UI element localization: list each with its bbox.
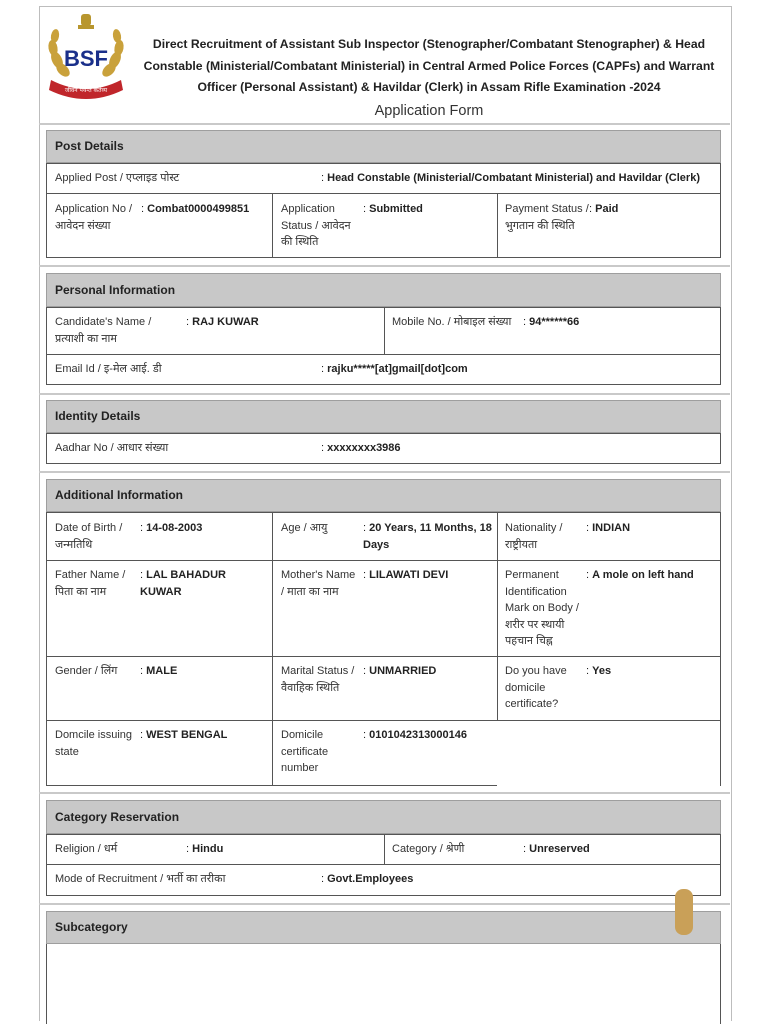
field-label: Gender / लिंग [55,665,118,677]
category-value: : Unreserved [523,841,713,858]
form-row [46,355,721,385]
form-cell [272,721,497,786]
form-cell [272,657,497,720]
section-heading: Identity Details [46,400,721,433]
divider [39,471,730,473]
form-cell [47,835,384,864]
email-value: : rajku*****[at]gmail[dot]com [321,361,716,378]
form-row [46,561,721,657]
field-label: Father Name / पिता का नाम [55,569,126,598]
form-subtitle: Application Form [374,103,484,119]
section-heading: Personal Information [46,273,721,307]
identification-mark-value: : A mole on left hand [586,567,720,584]
field-label: Do you have domicile certificate? [505,665,567,710]
field-label: Category / श्रेणी [392,843,465,855]
field-label: Application No / आवेदन संख्या [55,203,133,232]
section-heading: Post Details [46,130,721,163]
form-cell [272,194,497,257]
form-cell [47,513,272,560]
section-heading: Subcategory [46,911,721,944]
form-header [39,6,730,123]
field-label: Payment Status / भुगतान की स्थिति [505,203,589,232]
subcategory-body [46,944,721,1024]
section-heading: Category Reservation [46,800,721,834]
field-label: Aadhar No / आधार संख्या [55,442,169,454]
bsf-emblem-logo [43,10,129,100]
divider [39,792,730,794]
svg-text:जीवन पर्यन्त कर्तव्य: जीवन पर्यन्त कर्तव्य [64,87,108,94]
form-cell [384,308,721,354]
form-cell [272,561,497,656]
scrollbar-thumb[interactable] [675,889,693,935]
form-cell [47,657,272,720]
mode-of-recruitment-value: : Govt.Employees [321,871,716,888]
field-label: Mode of Recruitment / भर्ती का तरीका [55,873,226,885]
divider [39,123,730,125]
section-heading: Additional Information [46,479,721,512]
form-cell [497,657,721,720]
marital-status-value: : UNMARRIED [363,663,493,680]
age-value: : 20 Years, 11 Months, 18 Days [363,520,493,553]
divider [39,393,730,395]
domicile-state-value: : WEST BENGAL [140,727,270,744]
field-label: Application Status / आवेदन की स्थिति [281,203,351,248]
form-row [46,657,721,721]
field-label: Religion / धर्म [55,843,118,855]
application-status-value: : Submitted [363,201,493,218]
form-cell [497,513,721,560]
form-row [46,194,721,258]
mobile-number-value: : 94******66 [523,314,713,331]
form-row [46,834,721,865]
form-cell [497,194,721,257]
field-label: Nationality / राष्ट्रीयता [505,522,563,551]
form-row [46,512,721,561]
divider [39,903,730,905]
date-of-birth-value: : 14-08-2003 [140,520,268,537]
form-row [46,307,721,355]
form-cell [384,835,721,864]
form-cell [272,513,497,560]
field-label: Mobile No. / मोबाइल संख्या [392,316,512,328]
field-label: Domcile issuing state [55,729,133,758]
field-label: Marital Status / वैवाहिक स्थिति [281,665,355,694]
form-cell [47,721,272,786]
domicile-certificate-value: : Yes [586,663,716,680]
field-label: Permanent Identification Mark on Body / शरीर पर स्थायी पहचान चिह्न [505,569,579,647]
applied-post-value: : Head Constable (Ministerial/Combatant Ministerial) and Havildar (Clerk) [321,170,716,187]
religion-value: : Hindu [186,841,376,858]
application-number-value: : Combat0000499851 [141,201,269,218]
exam-title: Direct Recruitment of Assistant Sub Inspector (Stenographer/Combatant Stenographer) & Head Constable (Ministerial/Combatant Ministerial) in Central Armed Police Forces (CAPFs) and Warrant Officer (Personal Assistant) & Havildar (Clerk) in Assam Rifle Examination -2024 [143,37,715,94]
cell-border [720,721,721,786]
field-label: Domicile certificate number [281,729,329,774]
field-label: Applied Post / एप्लाइड पोस्ट [55,172,180,184]
form-row [46,721,496,786]
form-row [46,865,721,896]
form-row [46,433,721,464]
aadhar-number-value: : xxxxxxxx3986 [321,440,716,457]
divider [39,265,730,267]
mother-name-value: : LILAWATI DEVI [363,567,493,584]
domicile-certificate-number-value: : 0101042313000146 [363,727,497,744]
svg-text:BSF: BSF [64,46,108,71]
form-cell [497,561,721,656]
field-label: Email Id / इ-मेल आई. डी [55,363,162,375]
payment-status-value: : Paid [589,201,717,218]
form-cell [47,308,384,354]
nationality-value: : INDIAN [586,520,716,537]
field-label: Mother's Name / माता का नाम [281,569,356,598]
form-cell [47,194,272,257]
form-cell [47,561,272,656]
form-row [46,163,721,194]
field-label: Candidate's Name / प्रत्याशी का नाम [55,316,152,345]
field-label: Date of Birth / जन्मतिथि [55,522,123,551]
father-name-value: : LAL BAHADUR KUWAR [140,567,270,600]
field-label: Age / आयु [281,522,328,534]
gender-value: : MALE [140,663,270,680]
candidate-name-value: : RAJ KUWAR [186,314,376,331]
